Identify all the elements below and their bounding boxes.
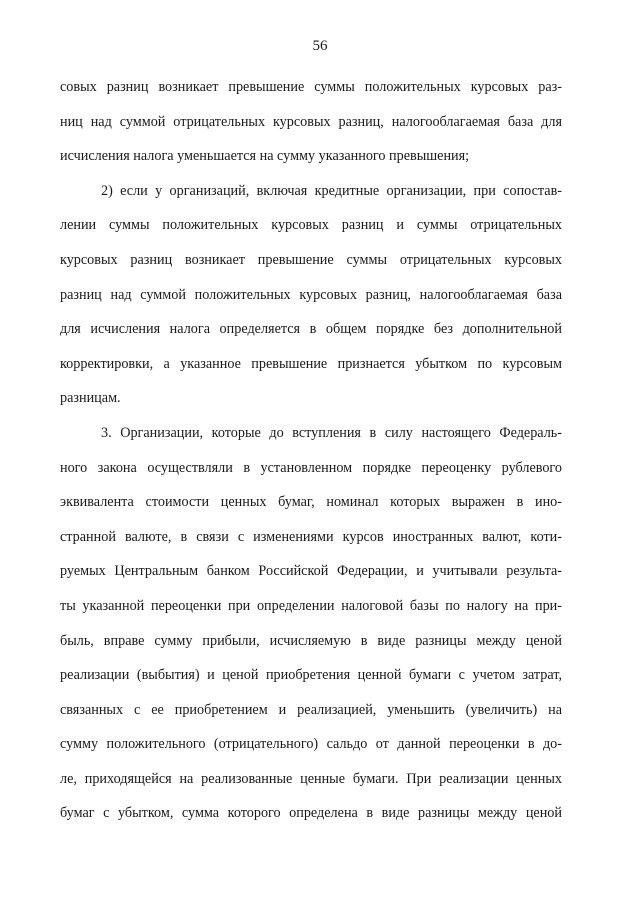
page-number: 56: [312, 38, 328, 54]
text-line: ниц над суммой отрицательных курсовых разниц, налогооблагаемая база для: [60, 113, 562, 130]
text-line: реализации (выбытия) и ценой приобретения ценной бумаги с учетом затрат,: [60, 667, 562, 684]
text-line: разниц над суммой положительных курсовых разниц, налогооблагаемая база: [60, 286, 562, 303]
text-line: ного закона осуществляли в установленном порядке переоценку рублевого: [60, 459, 562, 476]
text-line: бумаг с убытком, сумма которого определена в виде разницы между ценой: [60, 805, 562, 822]
text-line: сумму положительного (отрицательного) сальдо от данной переоценки в до-: [60, 736, 562, 753]
text-line: странной валюте, в связи с изменениями курсов иностранных валют, коти-: [60, 528, 562, 545]
text-line: исчисления налога уменьшается на сумму указанного превышения;: [60, 148, 470, 165]
text-line: руемых Центральным банком Российской Федерации, и учитывали результа-: [60, 563, 562, 580]
text-line: ле, приходящейся на реализованные ценные бумаги. При реализации ценных: [60, 770, 562, 787]
body-text: [60, 70, 562, 831]
text-line: курсовых разниц возникает превышение суммы отрицательных курсовых: [60, 251, 562, 268]
text-line: быль, вправе сумму прибыли, исчисляемую в виде разницы между ценой: [60, 632, 562, 649]
text-line: корректировки, а указанное превышение признается убытком по курсовым: [60, 355, 562, 372]
text-line: 3. Организации, которые до вступления в силу настоящего Федераль-: [101, 424, 562, 441]
text-line: эквивалента стоимости ценных бумаг, номинал которых выражен в ино-: [60, 494, 562, 511]
text-line: связанных с ее приобретением и реализацией, уменьшить (увеличить) на: [60, 701, 562, 718]
text-line: совых разниц возникает превышение суммы положительных курсовых раз-: [60, 79, 562, 95]
text-line: разницам.: [60, 390, 121, 407]
text-line: для исчисления налога определяется в общем порядке без дополнительной: [60, 321, 562, 338]
text-line: ты указанной переоценки при определении налоговой базы по налогу на при-: [60, 597, 562, 614]
text-line: лении суммы положительных курсовых разниц и суммы отрицательных: [60, 217, 562, 234]
text-line: 2) если у организаций, включая кредитные организации, при сопостав-: [101, 182, 562, 199]
